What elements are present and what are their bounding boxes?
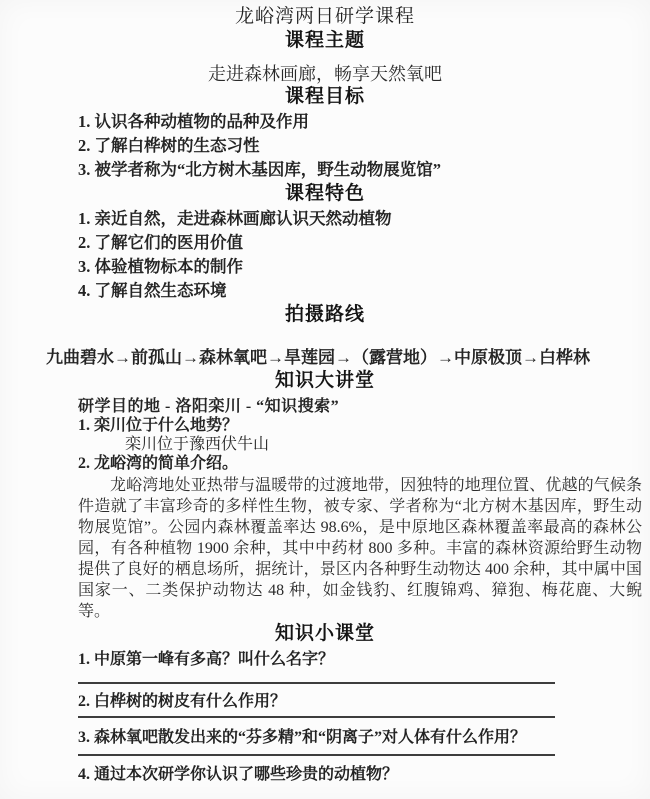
lecture-block [78, 397, 640, 473]
answer-line-2 [78, 716, 555, 718]
section-heading-route: 拍摄路线 [284, 304, 365, 325]
section-heading-features: 课程特色 [284, 183, 365, 204]
objective-item-1: 1. 认识各种动植物的品种及作用 [78, 112, 309, 131]
answer-line-3 [78, 754, 555, 756]
feature-item-4: 4. 了解自然生态环境 [78, 281, 227, 300]
document-title: 龙峪湾两日研学课程 [234, 6, 415, 27]
objective-item-2: 2. 了解白桦树的生态习性 [78, 136, 260, 155]
answer-line-1 [78, 682, 555, 684]
section-heading-theme: 课程主题 [284, 30, 365, 51]
quiz-question-3: 3. 森林氧吧散发出来的“芬多精”和“阴离子”对人体有什么作用？ [78, 729, 527, 746]
objective-item-3: 3. 被学者称为“北方树木基因库，野生动物展览馆” [78, 160, 441, 179]
section-heading-quiz: 知识小课堂 [274, 623, 375, 644]
lecture-subtitle: 研学目的地 - 洛阳栾川 - “知识搜索” [78, 398, 340, 415]
section-heading-lecture: 知识大讲堂 [274, 370, 375, 391]
quiz-question-2: 2. 白桦树的树皮有什么作用？ [78, 693, 287, 710]
route-text: 九曲碧水→前孤山→森林氧吧→旱莲园→（露营地）→中原极顶→白桦林 [46, 348, 590, 367]
quiz-question-4: 4. 通过本次研学你认识了哪些珍贵的动植物？ [78, 766, 399, 783]
lecture-question-2: 2. 龙峪湾的简单介绍。 [78, 455, 239, 472]
theme-text: 走进森林画廊，畅享天然氧吧 [208, 64, 442, 84]
features-list [78, 207, 640, 303]
feature-item-2: 2. 了解它们的医用价值 [78, 233, 243, 252]
feature-item-3: 3. 体验植物标本的制作 [78, 257, 243, 276]
objectives-list [78, 110, 640, 182]
lecture-answer-1: 栾川位于豫西伏牛山 [125, 436, 270, 453]
lecture-question-1: 1. 栾川位于什么地势？ [78, 417, 239, 434]
park-intro-paragraph: 龙峪湾地处亚热带与温暖带的过渡地带，因独特的地理位置、优越的气候条件造就了丰富珍奇的多样性生物，被专家、学者称为“北方树木基因库，野生动物展览馆”。公园内森林覆盖率达 98.6%，是中原地区森林覆盖率最高的森林公园，有各种植物 1900 余种，其中中药材 800 多种。丰富的森林资源给野生动物提供了良好的栖息场所，据统计，景区内各种野生动物达 400 余种，其中属中国国家一、二类保护动物达 48 种，如金钱豹、红腹锦鸡、獐狍、梅花鹿、大鲵等。 [78, 477, 642, 620]
quiz-block [78, 650, 650, 785]
section-heading-objectives: 课程目标 [284, 86, 365, 107]
feature-item-1: 1. 亲近自然，走进森林画廊认识天然动植物 [78, 209, 392, 228]
quiz-question-1: 1. 中原第一峰有多高？叫什么名字？ [78, 651, 335, 668]
